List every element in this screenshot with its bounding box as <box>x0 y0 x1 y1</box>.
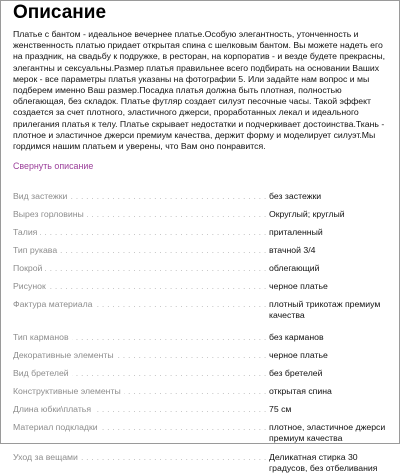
description-text: Платье с бантом - идеальное вечернее платье.Особую элегантность, утонченность и женственность платью придает открытая спина с шелковым бантом. Вы можете надеть его на праздник, на свадьбу к подружке, в ресторан, на корпоратив - и везде будете прекрасны, элегантны и сексуальны.Размер платья правильнее всего подбирать на основании Ваших мерок - все параметры платья указаны на фотографии 5. Или задайте нам вопрос и мы подберем именно Ваш размер.Посадка платья должна быть плотная, полностью облегающая, без складок. Платье футляр создает силуэт песочные часы. Такой эффект создается за счет плотного, эластичного джерси, проработанных лекал и идеального прилегания платья к телу. Платье скрывает недостатки и подчеркивает достоинства.Ткань - плотное и эластичное джерси премиум качества, держит форму и моделирует силуэт.Мы гордимся нашим платьем и уверены, что Вам оно понравится. <box>13 29 386 152</box>
property-row <box>13 368 387 386</box>
section-title: Описание <box>13 2 107 23</box>
property-row <box>13 245 387 263</box>
property-row <box>13 404 387 422</box>
property-value: облегающий <box>269 263 320 274</box>
property-value: Деликатная стирка 30 градусов, без отбеливания <box>269 452 378 474</box>
property-label: Уход за вещами <box>13 452 81 462</box>
property-label: Покрой <box>13 263 45 273</box>
property-value: черное платье <box>269 281 328 292</box>
property-value: плотное, эластичное джерси премиум качества <box>269 422 386 444</box>
property-label: Конструктивные элементы <box>13 386 124 396</box>
property-value: Округлый; круглый <box>269 209 345 220</box>
property-label: Рисунок <box>13 281 49 291</box>
property-label: Тип рукава <box>13 245 60 255</box>
property-row <box>13 227 387 245</box>
property-row <box>13 350 387 368</box>
property-value: плотный трикотаж премиум качества <box>269 299 381 321</box>
property-value: приталенный <box>269 227 323 238</box>
properties-list <box>13 191 387 476</box>
property-label: Длина юбки\платья <box>13 404 94 414</box>
property-row <box>13 422 387 452</box>
property-row <box>13 209 387 227</box>
property-row <box>13 332 387 350</box>
property-row <box>13 299 387 332</box>
property-row <box>13 386 387 404</box>
property-value: без бретелей <box>269 368 323 379</box>
property-label: Талия <box>13 227 40 237</box>
property-label: Тип карманов <box>13 332 72 342</box>
property-row <box>13 281 387 299</box>
property-label: Материал подкладки <box>13 422 101 432</box>
collapse-description-link[interactable]: Свернуть описание <box>13 161 94 172</box>
property-row <box>13 191 387 209</box>
property-label: Вид застежки <box>13 191 70 201</box>
property-label: Вырез горловины <box>13 209 87 219</box>
property-value: открытая спина <box>269 386 332 397</box>
property-value: втачной 3/4 <box>269 245 316 256</box>
property-label: Вид бретелей <box>13 368 72 378</box>
property-label: Декоративные элементы <box>13 350 117 360</box>
property-value: без застежки <box>269 191 322 202</box>
property-value: 75 см <box>269 404 292 415</box>
property-row <box>13 263 387 281</box>
property-value: черное платье <box>269 350 328 361</box>
property-value: без карманов <box>269 332 324 343</box>
property-row <box>13 452 387 476</box>
property-label: Фактура материала <box>13 299 95 309</box>
